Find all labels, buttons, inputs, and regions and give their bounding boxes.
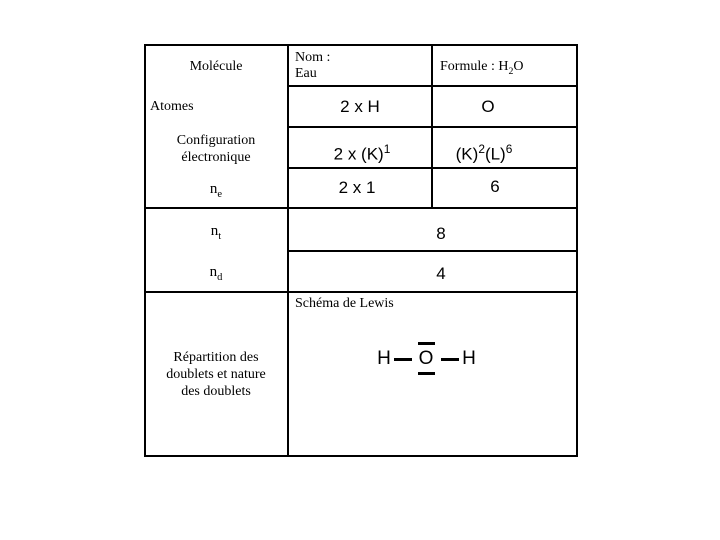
nd-value: 4 <box>436 264 446 283</box>
nt-label-n: n <box>210 223 219 239</box>
formula-h-subscript: 2 <box>508 65 514 77</box>
table-border-top <box>144 44 578 46</box>
formula-h: H <box>498 59 509 74</box>
divider-nt-right <box>287 250 578 252</box>
configuration-label <box>177 132 256 166</box>
molecule-label: Molécule <box>189 59 243 74</box>
formula-cell <box>440 58 524 80</box>
repartition-line3: des doublets <box>181 384 251 399</box>
repartition-line2: doublets et nature <box>166 367 266 382</box>
divider-config-right <box>287 167 578 169</box>
repartition-line1: Répartition des <box>173 350 259 365</box>
table-border-left <box>144 44 146 457</box>
ne-o-value: 6 <box>490 177 500 196</box>
lewis-left-h: H <box>377 348 391 369</box>
configuration-o-k: (K) <box>455 144 479 164</box>
lewis-lone-pair-bottom <box>418 372 435 375</box>
divider-nd-full <box>144 291 578 293</box>
ne-label-subscript: e <box>217 189 223 200</box>
configuration-h-value <box>334 139 391 165</box>
configuration-h-base: 2 x (K) <box>333 144 384 164</box>
ne-h-value: 2 x 1 <box>338 178 376 197</box>
atoms-label: Atomes <box>150 99 194 114</box>
configuration-o-l-exponent: 6 <box>505 142 513 156</box>
configuration-o-k-exponent: 2 <box>478 142 485 156</box>
lewis-right-h: H <box>462 348 476 369</box>
configuration-label-line1: Configuration <box>176 133 256 148</box>
repartition-label <box>166 349 266 400</box>
formula-o: O <box>513 59 524 74</box>
nt-value: 8 <box>436 224 446 243</box>
name-label: Nom : <box>295 50 331 65</box>
nd-label-subscript: d <box>217 272 223 283</box>
lewis-left-bond <box>394 358 412 361</box>
nt-label <box>211 223 221 245</box>
table-border-bottom <box>144 455 578 457</box>
name-value: Eau <box>295 66 317 81</box>
lewis-center-o: O <box>418 348 434 369</box>
lewis-title: Schéma de Lewis <box>295 296 394 311</box>
divider-header-right <box>287 85 578 87</box>
configuration-o-value <box>456 139 513 165</box>
atoms-o-value: O <box>481 97 495 116</box>
divider-ne-full <box>144 207 578 209</box>
divider-atoms-right <box>287 126 578 128</box>
nd-label-n: n <box>209 264 218 280</box>
configuration-h-exponent: 1 <box>383 142 391 156</box>
ne-label-n: n <box>209 181 218 197</box>
formula-label: Formule : <box>440 59 495 74</box>
ne-label <box>210 181 222 203</box>
nt-label-subscript: t <box>218 231 222 242</box>
lewis-right-bond <box>441 358 459 361</box>
atoms-h-value: 2 x H <box>340 97 380 116</box>
name-cell <box>295 50 330 82</box>
nd-label <box>210 264 223 286</box>
lewis-lone-pair-top <box>418 342 435 345</box>
configuration-o-l: (L) <box>484 144 506 164</box>
configuration-label-line2: électronique <box>181 150 251 165</box>
